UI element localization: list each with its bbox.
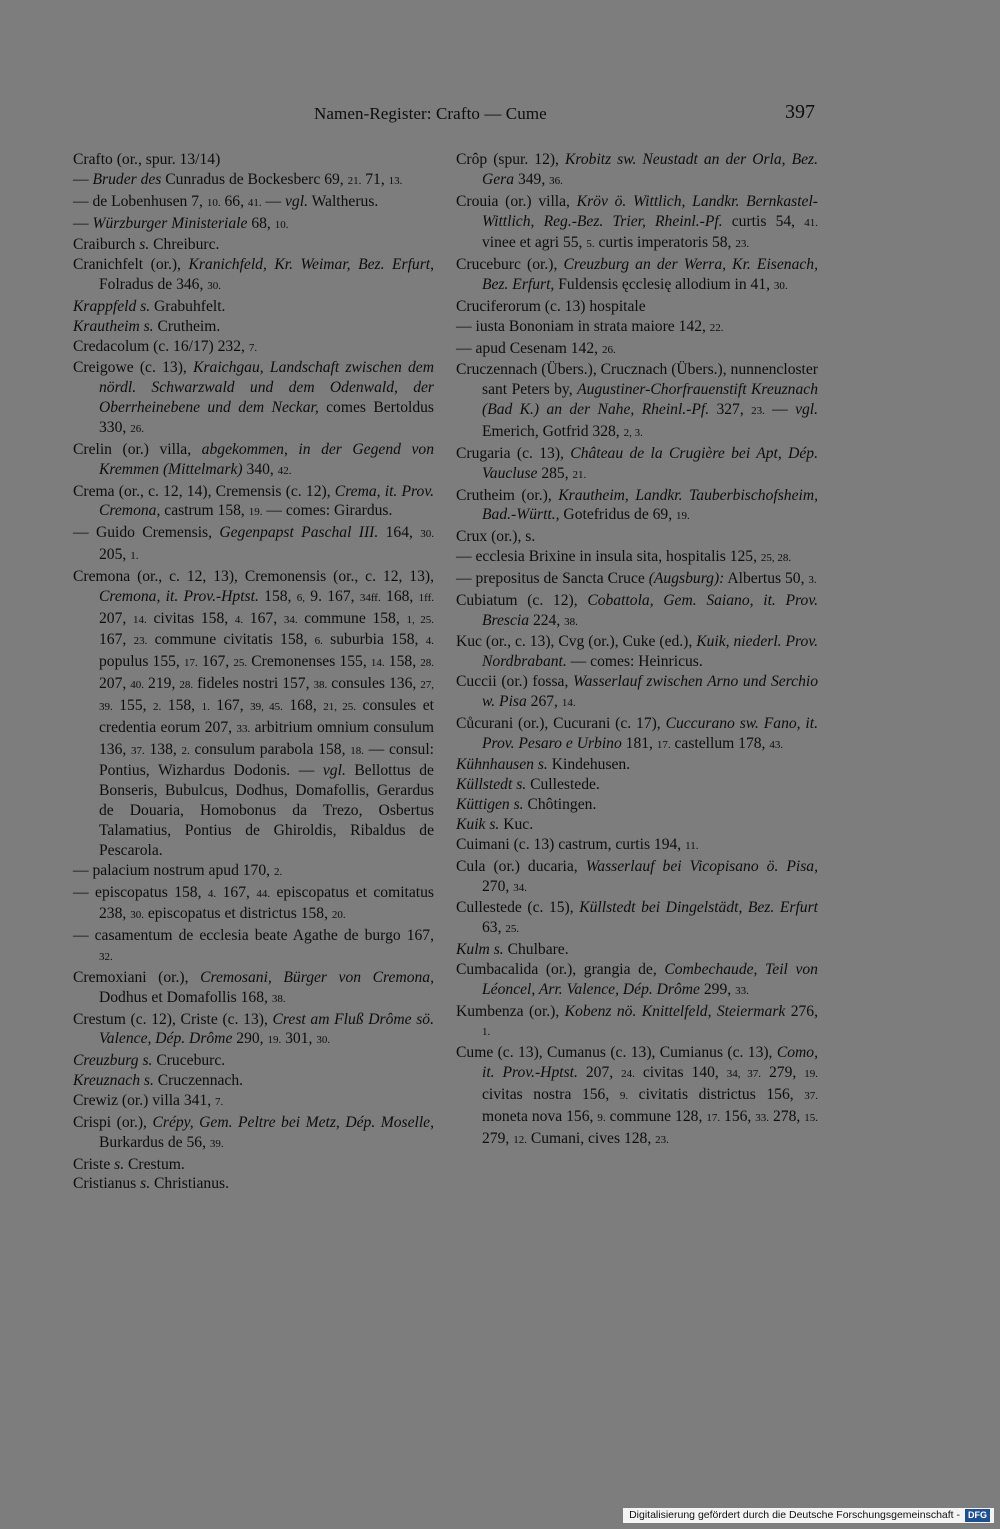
index-entry: Cruczennach (Übers.), Crucznach (Übers.), nunnencloster sant Peters by, Augustiner-Chorfrauenstift Kreuznach (Bad K.) an der Nahe, Rheinl.-Pf. 327, 23. — vgl. Emerich, Gotfrid 328, 2, 3. [456, 361, 819, 440]
index-entry: Küttigen s. Chôtingen. [456, 796, 597, 814]
index-entry: Krautheim s. Crutheim. [73, 317, 221, 335]
index-entry: Cranichfelt (or.), Kranichfeld, Kr. Weimar, Bez. Erfurt, Folradus de 346, 30. [73, 256, 435, 294]
index-entry: Cruceburc (or.), Creuzburg an der Werra, Kr. Eisenach, Bez. Erfurt, Fuldensis ęcclesię allodium in 41, 30. [456, 256, 818, 294]
footer-text: Digitalisierung gefördert durch die Deutsche Forschungsgemeinschaft - [629, 1509, 960, 1521]
running-header-title: Namen-Register: Crafto — Cume [314, 104, 547, 123]
index-entry: Criste s. Crestum. [73, 1155, 185, 1173]
index-entry: — Bruder des Cunradus de Bockesberc 69, 21. 71, 13. [73, 170, 403, 188]
left-column [73, 150, 434, 1194]
index-entry: Crestum (c. 12), Criste (c. 13), Crest am Fluß Drôme sö. Valence, Dép. Drôme 290, 19. 301, 30. [73, 1010, 434, 1048]
index-entry: Cůcurani (or.), Cucurani (c. 17), Cuccurano sw. Fano, it. Prov. Pesaro e Urbino 181, 17. castellum 178, 43. [456, 714, 818, 752]
index-entry: Kuik s. Kuc. [456, 816, 534, 833]
index-entry: Cumbacalida (or.), grangia de, Combechaude, Teil von Léoncel, Arr. Valence, Dép. Drôme 299, 33. [456, 960, 818, 998]
index-entry: Cullestede (c. 15), Küllstedt bei Dingelstädt, Bez. Erfurt 63, 25. [456, 899, 818, 937]
index-entry: Krappfeld s. Grabuhfelt. [73, 297, 226, 315]
index-entry: Kuc (or., c. 13), Cvg (or.), Cuke (ed.), Kuik, niederl. Prov. Nordbrabant. — comes: Heinricus. [456, 633, 818, 671]
index-entry: Cubiatum (c. 12), Cobattola, Gem. Saiano, it. Prov. Brescia 224, 38. [456, 591, 818, 629]
index-entry: — Guido Cremensis, Gegenpapst Paschal III. 164, 30. 205, 1. [73, 524, 434, 564]
index-entry: Kreuznach s. Cruczennach. [73, 1072, 244, 1090]
index-entry: Cremoxiani (or.), Cremosani, Bürger von Cremona, Dodhus et Domafollis 168, 38. [73, 968, 434, 1006]
dfg-logo: DFG [965, 1509, 990, 1522]
index-entry: — apud Cesenam 142, 26. [456, 339, 616, 357]
index-entry: — iusta Bononiam in strata maiore 142, 22. [456, 317, 724, 335]
index-entry: — episcopatus 158, 4. 167, 44. episcopatus et comitatus 238, 30. episcopatus et districtus 158, 20. [73, 883, 434, 923]
index-entry: Cume (c. 13), Cumanus (c. 13), Cumianus (c. 13), Como, it. Prov.-Hptst. 207, 24. civitas 140, 34, 37. 279, 19. civitas nostra 156, 9. civitatis districtus 156, 37. moneta nova 156, 9. commune 128, 17. 156, 33. 278, 15. 279, 12. Cumani, cives 128, 23. [456, 1044, 819, 1147]
index-entry: Crôp (spur. 12), Krobitz sw. Neustadt an der Orla, Bez. Gera 349, 36. [456, 151, 818, 188]
index-entry: Crutheim (or.), Krautheim, Landkr. Tauberbischofsheim, Bad.-Württ., Gotefridus de 69, 19. [456, 486, 818, 524]
index-entry: — prepositus de Sancta Cruce (Augsburg): Albertus 50, 3. [456, 569, 817, 587]
index-entry: Credacolum (c. 16/17) 232, 7. [73, 337, 258, 355]
index-entry: Crispi (or.), Crépy, Gem. Peltre bei Metz, Dép. Moselle, Burkardus de 56, 39. [73, 1113, 435, 1151]
index-entry: Cristianus s. Christianus. [73, 1175, 229, 1193]
index-entry: Küllstedt s. Cullestede. [456, 776, 600, 794]
index-entry: — palacium nostrum apud 170, 2. [73, 861, 283, 879]
index-entry: Kühnhausen s. Kindehusen. [456, 756, 631, 774]
index-entry: Kumbenza (or.), Kobenz nö. Knittelfeld, Steiermark 276, 1. [456, 1002, 819, 1039]
index-entry: Crux (or.), s. [456, 528, 536, 546]
index-entry: Creigowe (c. 13), Kraichgau, Landschaft zwischen dem nördl. Schwarzwald und dem Odenwald, der Oberrheinebene und dem Neckar, comes Bertoldus 330, 26. [73, 359, 434, 436]
index-entry: Crelin (or.) villa, abgekommen, in der Gegend von Kremmen (Mittelmark) 340, 42. [73, 440, 434, 478]
index-entry: Cula (or.) ducaria, Wasserlauf bei Vicopisano ö. Pisa, 270, 34. [456, 857, 818, 895]
index-entry: Craiburch s. Chreiburc. [73, 236, 220, 254]
index-entry: Crugaria (c. 13), Château de la Crugière bei Apt, Dép. Vaucluse 285, 21. [456, 444, 818, 482]
index-entry: Crewiz (or.) villa 341, 7. [73, 1091, 224, 1109]
index-entry: Cremona (or., c. 12, 13), Cremonensis (or., c. 12, 13), Cremona, it. Prov.-Hptst. 158, 6, 9. 167, 34ff. 168, 1ff. 207, 14. civitas 158, 4. 167, 34. commune 158, 1, 25. 167, 23. commune civitatis 158, 6. suburbia 158, 4. populus 155, 17. 167, 25. Cremonenses 155, 14. 158, 28. 207, 40. 219, 28. fideles nostri 157, 38. consules 136, 27, 39. 155, 2. 158, 1. 167, 39, 45. 168, 21, 25. consules et credentia eorum 207, 33. arbitrium omnium consulum 136, 37. 138, 2. consulum parabola 158, 18. — consul: Pontius, Wizhardus Dodonis. — vgl. Bellottus de Bonseris, Bubulcus, Dodhus, Domafollis, Gerardus de Douaria, Homobonus da Trezo, Osbertus Talamatius, Pontius de Ghiroldis, Ribaldus de Pescarola. [73, 567, 435, 859]
index-entry: — de Lobenhusen 7, 10. 66, 41. — vgl. Waltherus. [73, 192, 379, 210]
page-number: 397 [785, 101, 815, 123]
index-entry: — Würzburger Ministeriale 68, 10. [73, 214, 289, 232]
index-entry: Cuccii (or.) fossa, Wasserlauf zwischen Arno und Serchio w. Pisa 267, 14. [456, 673, 818, 710]
right-column [456, 150, 818, 1151]
index-entry: Crafto (or., spur. 13/14) [73, 151, 221, 168]
index-entry: — ecclesia Brixine in insula sita, hospitalis 125, 25, 28. [456, 548, 792, 566]
index-entry: Kulm s. Chulbare. [456, 941, 569, 959]
index-entry: — casamentum de ecclesia beate Agathe de burgo 167, 32. [73, 927, 434, 964]
footer-credit [623, 1508, 994, 1523]
index-entry: Cuimani (c. 13) castrum, curtis 194, 11. [456, 835, 699, 853]
index-entry: Crouia (or.) villa, Kröv ö. Wittlich, Landkr. Bernkastel-Wittlich, Reg.-Bez. Trier, Rheinl.-Pf. curtis 54, 41. vinee et agri 55, 5. curtis imperatoris 58, 23. [456, 192, 818, 252]
index-entry: Cruciferorum (c. 13) hospitale [456, 297, 646, 315]
index-entry: Crema (or., c. 12, 14), Cremensis (c. 12), Crema, it. Prov. Cremona, castrum 158, 19. — comes: Girardus. [73, 482, 434, 520]
index-entry: Creuzburg s. Cruceburc. [73, 1052, 226, 1070]
